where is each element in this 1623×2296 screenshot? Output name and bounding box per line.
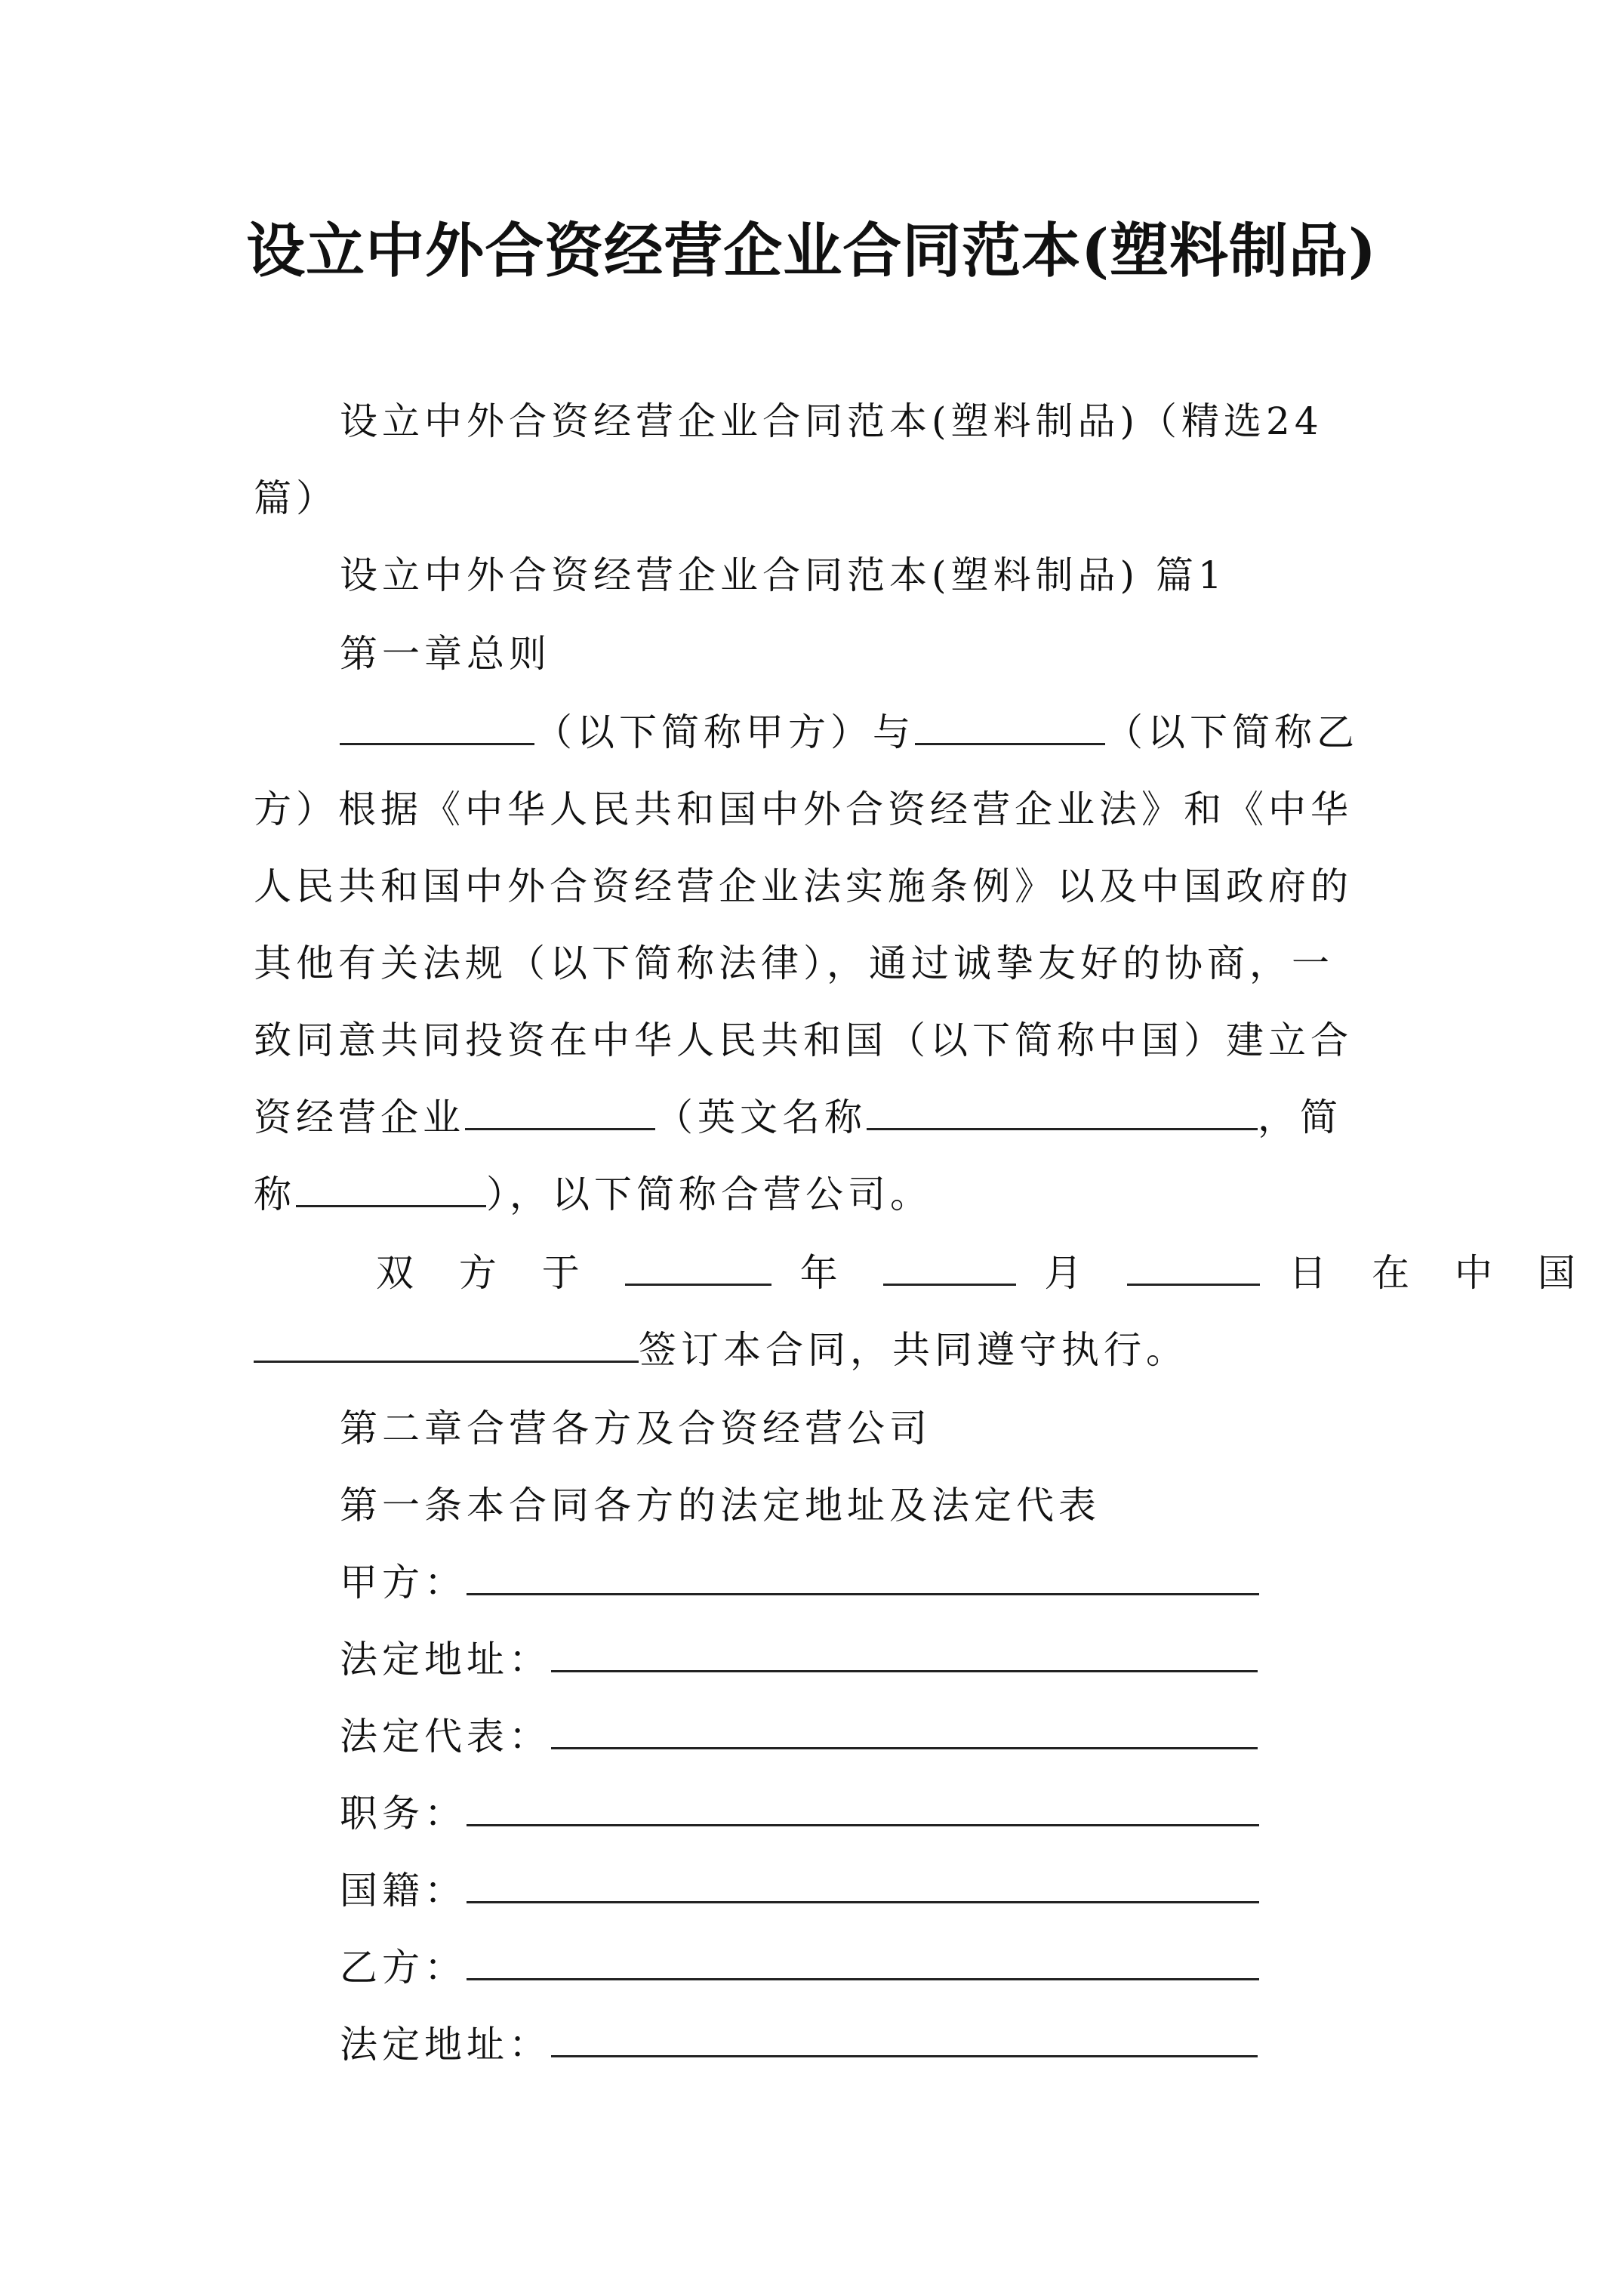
blank-year: [625, 1250, 771, 1286]
field-nationality-a: [340, 1860, 1259, 1912]
field-legal-address-a: [340, 1629, 1258, 1681]
field-line: [551, 1637, 1258, 1672]
field-label: 乙方：: [340, 1946, 467, 1989]
blank-place: [254, 1327, 639, 1363]
para1-text-short: ，简: [1258, 1096, 1342, 1139]
section-heading: 设立中外合资经营企业合同范本(塑料制品) 篇1: [340, 553, 1227, 597]
para2-month: 月: [1044, 1251, 1099, 1295]
chapter-1-heading: 第一章总则: [340, 632, 551, 676]
intro-line-1: 设立中外合资经营企业合同范本(塑料制品)（精选24: [340, 399, 1323, 443]
field-label: 法定代表：: [340, 1715, 551, 1758]
para1-text-english: （英文名称: [655, 1096, 867, 1139]
blank-party-b: [915, 710, 1105, 745]
chapter-2-heading: 第二章合营各方及合资经营公司: [340, 1407, 932, 1450]
field-party-b: [340, 1937, 1259, 1989]
para1-line-2: 方）根据《中华人民共和国中外合资经营企业法》和《中华: [254, 787, 1353, 831]
article-1-heading: 第一条本合同各方的法定地址及法定代表: [340, 1484, 1101, 1527]
field-line: [551, 1714, 1258, 1749]
para1-text-a: （以下简称甲方）与: [534, 710, 915, 754]
blank-english-name: [867, 1095, 1258, 1130]
field-line: [551, 2022, 1258, 2057]
para2-day-in-china: 日 在 中 国: [1289, 1251, 1592, 1295]
para1-text-called: 称: [254, 1173, 296, 1216]
para1-line-4: 其他有关法规（以下简称法律），通过诚挚友好的协商，一: [254, 942, 1334, 985]
blank-short-name: [296, 1172, 486, 1207]
para2-both-parties: 双 方 于: [376, 1251, 596, 1295]
intro-line-2: 篇）: [254, 476, 338, 520]
document-title: 设立中外合资经营企业合同范本(塑料制品): [246, 217, 1377, 285]
para2-line-1: [376, 1243, 1592, 1297]
field-line: [467, 1791, 1259, 1826]
para1-text-jv: 资经营企业: [254, 1096, 465, 1139]
para2-year: 年: [799, 1251, 855, 1295]
para1-line-3: 人民共和国中外合资经营企业法实施条例》以及中国政府的: [254, 864, 1353, 908]
field-position-a: [340, 1783, 1259, 1835]
field-legal-address-b: [340, 2014, 1258, 2066]
para1-line-1: [340, 702, 1359, 757]
blank-jv-name: [465, 1095, 655, 1130]
field-label: 职务：: [340, 1792, 467, 1835]
field-line: [467, 1945, 1259, 1980]
field-legal-rep-a: [340, 1706, 1258, 1758]
blank-month: [883, 1250, 1016, 1286]
field-label: 法定地址：: [340, 1638, 551, 1681]
para1-text-end: ），以下简称合营公司。: [486, 1173, 932, 1216]
para1-line-5: 致同意共同投资在中华人民共和国（以下简称中国）建立合: [254, 1019, 1353, 1062]
field-label: 国籍：: [340, 1869, 467, 1912]
field-party-a: [340, 1552, 1259, 1604]
blank-day: [1127, 1250, 1260, 1286]
field-label: 法定地址：: [340, 2023, 551, 2066]
field-line: [467, 1868, 1259, 1903]
field-label: 甲方：: [340, 1561, 467, 1604]
para2-sign-text: 签订本合同，共同遵守执行。: [639, 1328, 1188, 1372]
field-line: [467, 1560, 1259, 1595]
para1-line-6: [254, 1087, 1342, 1142]
para1-text-b: （以下简称乙: [1105, 710, 1359, 754]
para1-line-7: [254, 1164, 932, 1219]
blank-party-a: [340, 710, 534, 745]
para2-line-2: [254, 1320, 1188, 1374]
